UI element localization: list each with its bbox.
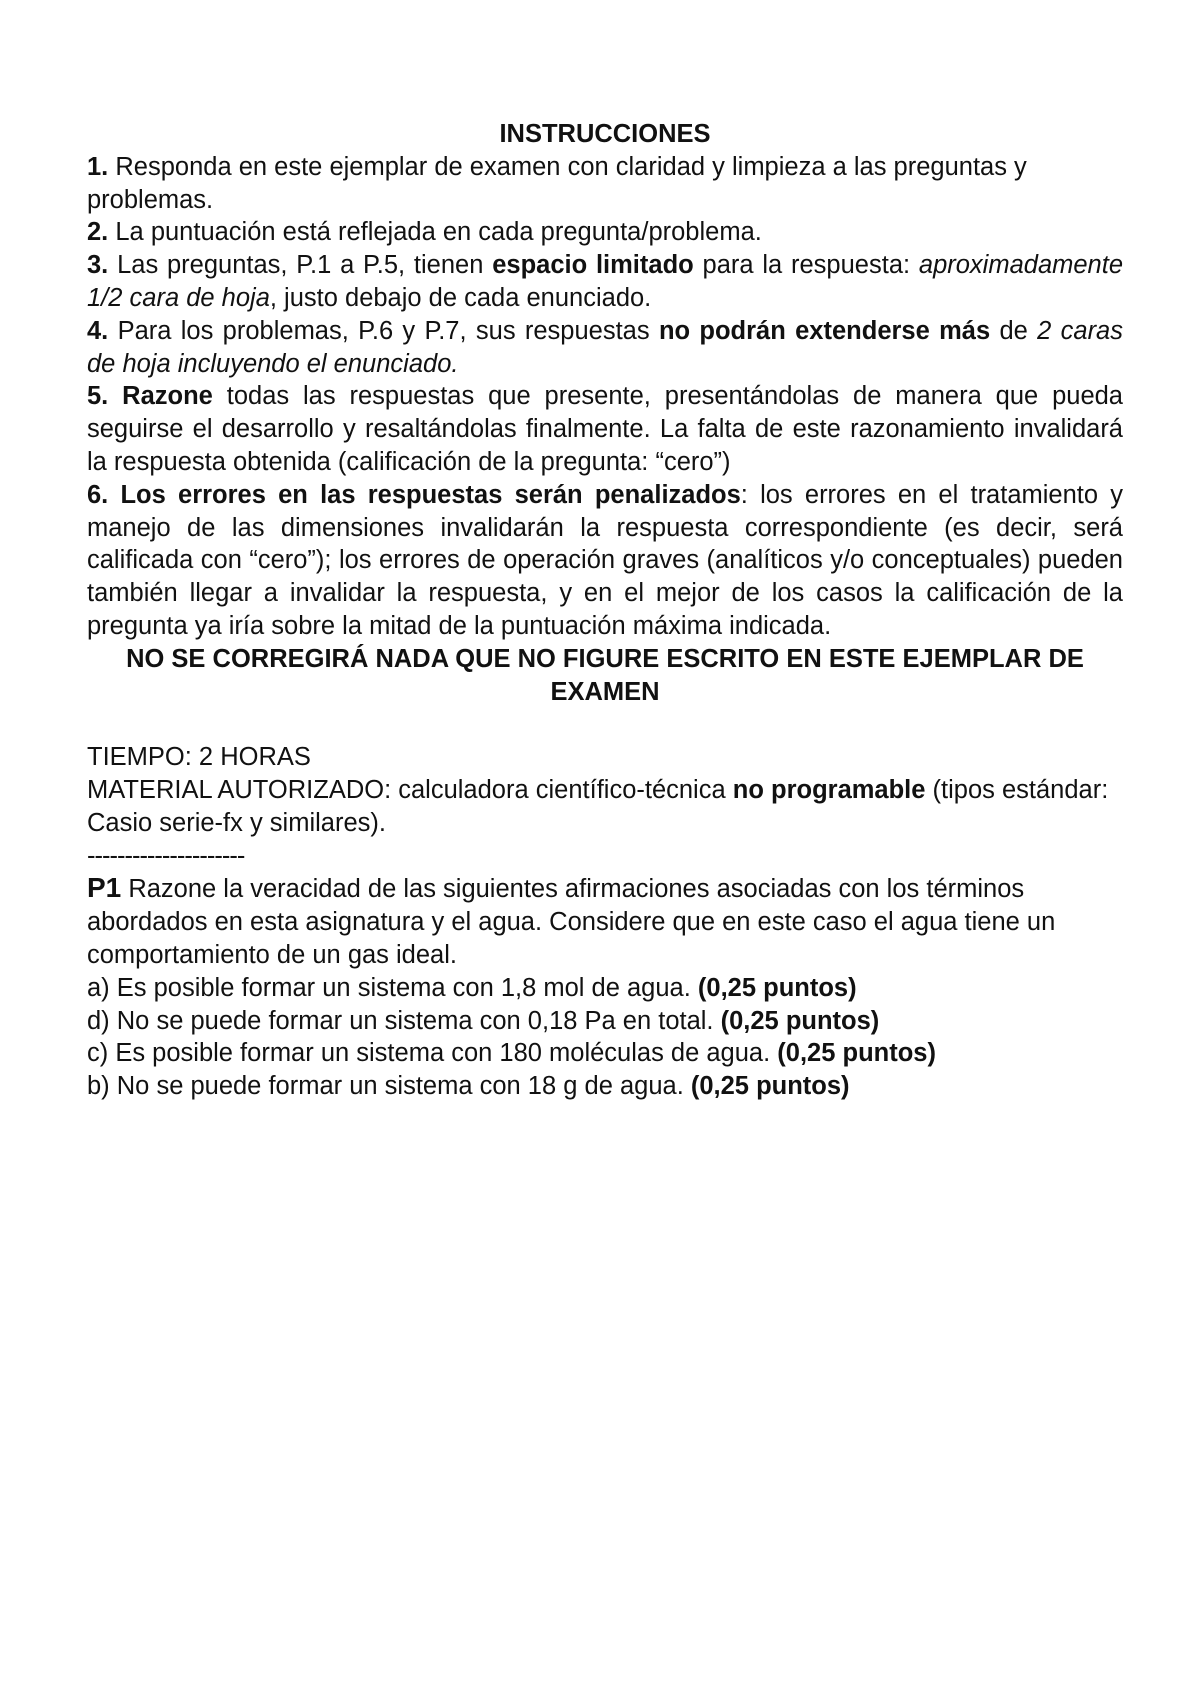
separator-line: --------------------- xyxy=(87,841,245,870)
instruction-5-text: todas las respuestas que presente, presentándolas de manera que pueda seguirse el desarrollo y resaltándolas finalmente. La falta de este razonamiento invalidará la respuesta obtenida (calificación de la pregunta: “cero”) xyxy=(87,382,1123,476)
instruction-5 xyxy=(87,380,1123,478)
instructions-title: INSTRUCCIONES xyxy=(499,120,711,148)
material-text-b: (tipos estándar: Casio serie-fx y similares). xyxy=(87,775,1109,837)
p1-option xyxy=(87,1037,1123,1070)
p1-option xyxy=(87,1005,1123,1038)
instruction-3-bold: espacio limitado xyxy=(492,251,694,280)
instruction-2 xyxy=(87,216,1123,249)
spacer xyxy=(87,708,1123,741)
instruction-4-italic: 2 caras de hoja incluyendo el enunciado. xyxy=(87,316,1123,378)
material-text-a: MATERIAL AUTORIZADO: calculadora científico-técnica xyxy=(87,775,733,804)
instruction-6-bold: 6. Los errores en las respuestas serán penalizados xyxy=(87,480,741,509)
material-bold: no programable xyxy=(732,775,926,804)
p1-option-text: b) No se puede formar un sistema con 18 g de agua. xyxy=(87,1072,691,1101)
time-limit: TIEMPO: 2 HORAS xyxy=(87,743,311,772)
p1-option-points: (0,25 puntos) xyxy=(720,1006,880,1035)
problem-p1-statement: Razone la veracidad de las siguientes afirmaciones asociadas con los términos abordados en esta asignatura y el agua. Considere que en este caso el agua tiene un comportamiento de un gas ideal. xyxy=(87,875,1056,969)
instruction-1-number: 1. xyxy=(87,152,109,181)
instruction-3-text-b: para la respuesta: xyxy=(693,251,919,280)
p1-option xyxy=(87,1070,1123,1103)
p1-option-text: c) Es posible formar un sistema con 180 moléculas de agua. xyxy=(87,1039,778,1068)
instruction-6 xyxy=(87,479,1123,643)
instruction-3-text-a: Las preguntas, P.1 a P.5, tienen xyxy=(108,251,493,280)
notice: NO SE CORREGIRÁ NADA QUE NO FIGURE ESCRITO EN ESTE EJEMPLAR DE EXAMEN xyxy=(126,644,1084,706)
instruction-3-number: 3. xyxy=(87,251,109,280)
instruction-2-number: 2. xyxy=(87,218,109,247)
instruction-3-text-c: , justo debajo de cada enunciado. xyxy=(269,283,652,312)
p1-option-points: (0,25 puntos) xyxy=(697,973,857,1002)
instruction-4-bold: no podrán extenderse más xyxy=(658,316,991,345)
p1-option xyxy=(87,972,1123,1005)
instruction-4-text-b: de xyxy=(990,316,1038,345)
instruction-1-text: Responda en este ejemplar de examen con claridad y limpieza a las preguntas y problemas. xyxy=(87,152,1027,214)
instruction-5-number: 5. xyxy=(87,382,109,411)
problem-p1 xyxy=(87,872,1123,971)
problem-p1-label: P1 xyxy=(87,872,122,904)
instruction-1 xyxy=(87,151,1123,217)
instruction-5-bold: Razone xyxy=(108,382,213,411)
p1-option-text: d) No se puede formar un sistema con 0,18 Pa en total. xyxy=(87,1006,721,1035)
instruction-4 xyxy=(87,315,1123,381)
instruction-3-italic: aproximadamente 1/2 cara de hoja xyxy=(87,251,1124,312)
exam-page xyxy=(87,118,1123,1103)
authorized-material xyxy=(87,774,1123,840)
instruction-4-text-a: Para los problemas, P.6 y P.7, sus respuestas xyxy=(108,316,659,345)
p1-option-text: a) Es posible formar un sistema con 1,8 mol de agua. xyxy=(87,973,698,1002)
instruction-2-text: La puntuación está reflejada en cada pregunta/problema. xyxy=(108,218,762,247)
p1-option-points: (0,25 puntos) xyxy=(777,1039,936,1068)
instruction-4-number: 4. xyxy=(87,316,109,345)
instruction-3 xyxy=(87,249,1123,315)
instruction-6-text: : los errores en el tratamiento y manejo de las dimensiones invalidarán la respuesta correspondiente (es decir, será calificada con “cero”); los errores de operación graves (analíticos y/o conceptuales) pueden también llegar a invalidar la respuesta, y en el mejor de los casos la calificación de la pregunta ya iría sobre la mitad de la puntuación máxima indicada. xyxy=(87,480,1124,640)
p1-option-points: (0,25 puntos) xyxy=(690,1072,850,1101)
